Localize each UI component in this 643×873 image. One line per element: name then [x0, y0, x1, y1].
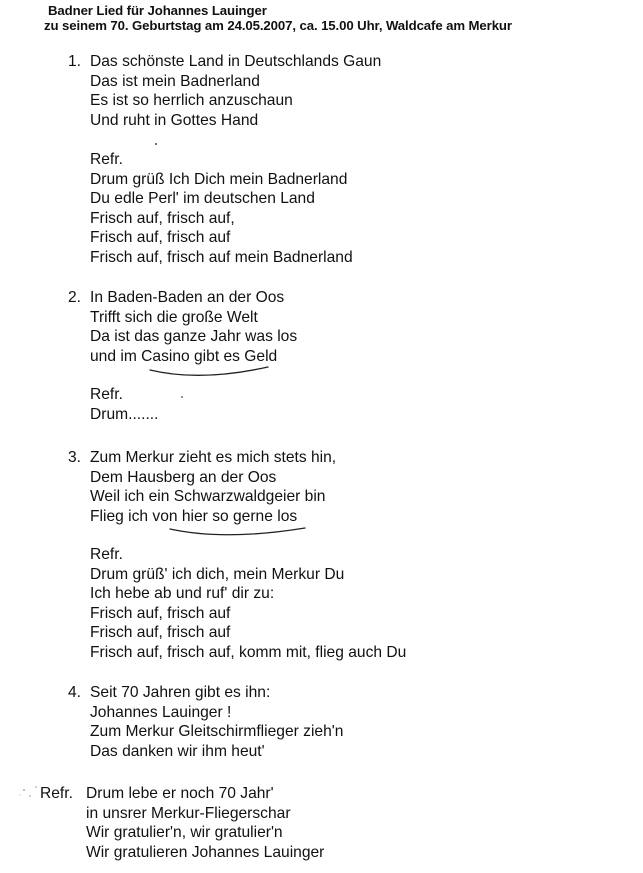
verse-line: Es ist so herrlich anzuschaun: [90, 92, 293, 110]
scan-speck: [20, 795, 21, 796]
refrain-line: in unsrer Merkur-Fliegerschar: [86, 804, 291, 822]
refrain-line: Frisch auf, frisch auf mein Badnerland: [90, 248, 353, 266]
scan-speck: [35, 786, 36, 787]
verse-line: Das danken wir ihm heut': [90, 742, 265, 760]
scan-speck: [29, 795, 30, 796]
verse-line: Johannes Lauinger !: [90, 703, 232, 721]
verse-2-number: 2.: [68, 289, 82, 306]
refrain-label: Refr.: [90, 546, 123, 563]
verse-line: Da ist das ganze Jahr was los: [90, 328, 298, 346]
verse-line: und im Casino gibt es Geld: [90, 347, 278, 365]
scan-speck: [23, 789, 24, 790]
refrain-line: Drum grüß' ich dich, mein Merkur Du: [90, 565, 345, 583]
refrain-2: [90, 385, 158, 424]
underline-stroke-casino: [150, 367, 268, 375]
refrain-line: Wir gratulieren Johannes Lauinger: [86, 843, 325, 861]
verse-1: [90, 52, 381, 130]
refrain-label: Refr.: [90, 386, 123, 403]
refrain-line: Frisch auf, frisch auf: [90, 229, 231, 247]
refrain-line: Drum lebe er noch 70 Jahr': [86, 785, 274, 802]
verse-line: Das ist mein Badnerland: [90, 72, 260, 90]
verse-line: Und ruht in Gottes Hand: [90, 111, 259, 129]
refrain-line: Frisch auf, frisch auf: [90, 604, 231, 622]
verse-1-number: 1.: [68, 53, 82, 70]
refrain-line: Frisch auf, frisch auf, komm mit, flieg auch Du: [90, 643, 407, 661]
scan-speck: [155, 143, 157, 145]
verse-line: Zum Merkur Gleitschirmflieger zieh'n: [90, 723, 344, 741]
header-title: Badner Lied für Johannes Lauinger: [48, 3, 267, 18]
verse-2: [90, 288, 297, 366]
refrain-3: [90, 545, 406, 663]
refrain-line: Drum grüß Ich Dich mein Badnerland: [90, 170, 348, 188]
verse-line: Das schönste Land in Deutschlands Gaun: [90, 53, 382, 70]
final-refrain: [86, 784, 324, 862]
verse-4: [90, 683, 343, 761]
refrain-line: Frisch auf, frisch auf: [90, 624, 231, 642]
verse-line: Zum Merkur zieht es mich stets hin,: [90, 449, 337, 466]
document-header: [44, 3, 512, 33]
verse-line: In Baden-Baden an der Oos: [90, 289, 285, 306]
refrain-line: Du edle Perl' im deutschen Land: [90, 190, 315, 208]
scan-speck: [181, 396, 183, 398]
verse-line: Weil ich ein Schwarzwaldgeier bin: [90, 488, 326, 506]
verse-line: Seit 70 Jahren gibt es ihn:: [90, 684, 271, 701]
verse-line: Flieg ich von hier so gerne los: [90, 507, 298, 525]
header-subtitle: zu seinem 70. Geburtstag am 24.05.2007, ca. 15.00 Uhr, Waldcafe am Merkur: [44, 18, 512, 33]
refrain-label: Refr.: [90, 151, 123, 168]
refrain-line: Wir gratulier'n, wir gratulier'n: [86, 824, 283, 842]
verse-3: [90, 448, 336, 526]
refrain-line: Ich hebe ab und ruf' dir zu:: [90, 585, 275, 603]
refrain-line: Drum.......: [90, 405, 159, 423]
refrain-line: Frisch auf, frisch auf,: [90, 209, 235, 227]
verse-4-number: 4.: [68, 684, 82, 701]
verse-3-number: 3.: [68, 449, 82, 466]
refrain-1: [90, 150, 353, 268]
verse-line: Trifft sich die große Welt: [90, 308, 258, 326]
underline-stroke-merkur: [170, 528, 305, 535]
verse-line: Dem Hausberg an der Oos: [90, 468, 277, 486]
final-refrain-label: Refr.: [40, 785, 73, 802]
